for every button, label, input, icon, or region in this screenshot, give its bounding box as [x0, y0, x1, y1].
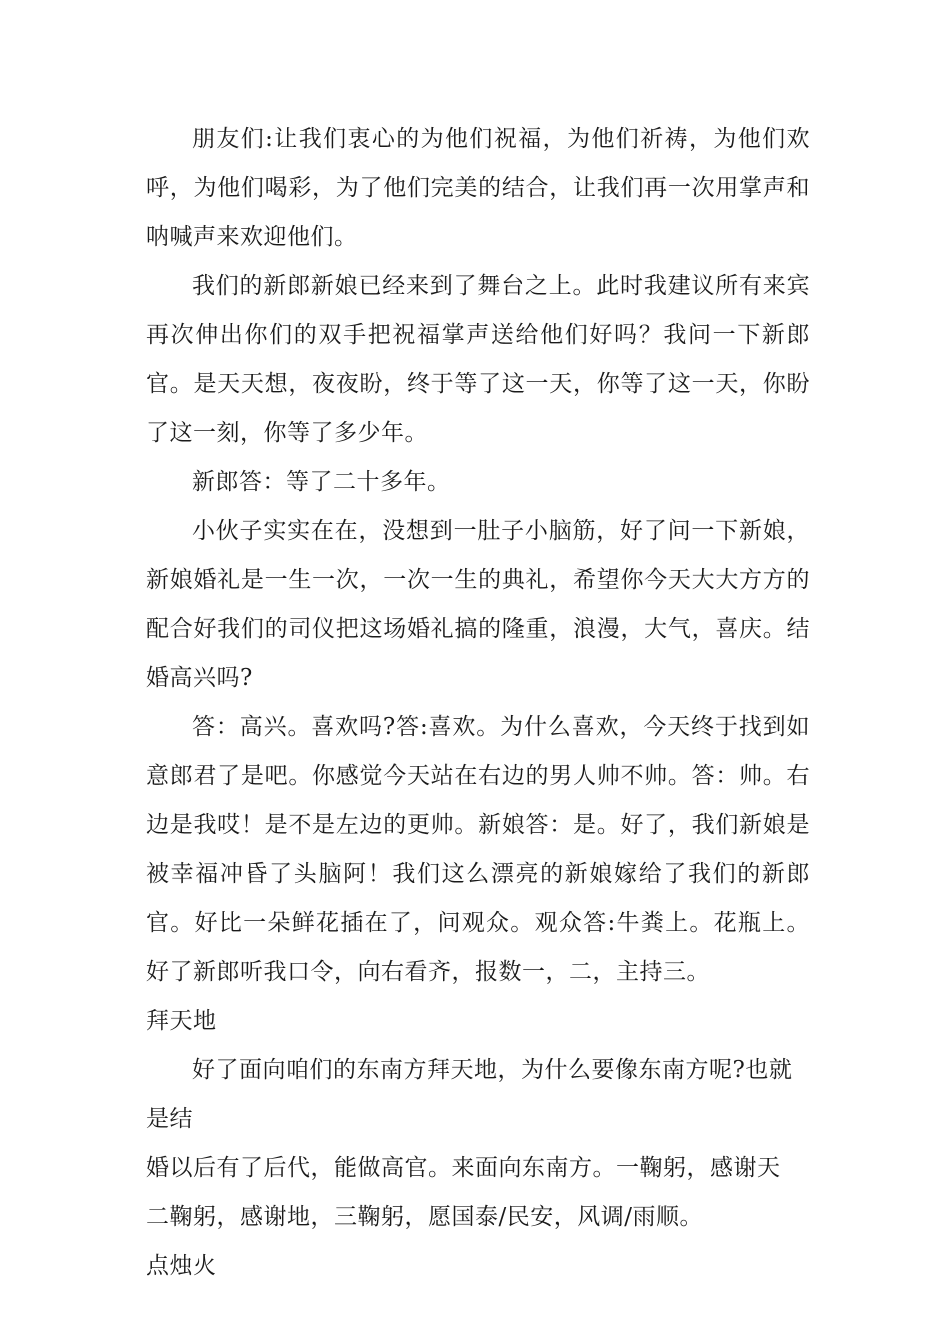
paragraph-groom-answer: 新郎答：等了二十多年。	[192, 469, 451, 495]
document-body	[146, 115, 810, 1291]
paragraph-bride-groom-on-stage: 我们的新郎新娘已经来到了舞台之上。此时我建议所有来宾再次伸出你们的双手把祝福掌声送给他们好吗？我问一下新郎官。是天天想，夜夜盼，终于等了这一天，你等了这一天，你盼了这一刻，你等了多少年。	[146, 273, 810, 446]
section-heading-bai-tian-di: 拜天地	[146, 1008, 217, 1034]
paragraph-bow-line-2: 婚以后有了后代，能做高官。来面向东南方。一鞠躬，感谢天	[146, 1155, 781, 1181]
paragraph-dialogue: 答：高兴。喜欢吗?答:喜欢。为什么喜欢，今天终于找到如意郎君了是吧。你感觉今天站在右边的男人帅不帅。答：帅。右边是我哎！是不是左边的更帅。新娘答：是。好了，我们新娘是被幸福冲昏了头脑阿！我们这么漂亮的新娘嫁给了我们的新郎官。好比一朵鲜花插在了，问观众。观众答:牛粪上。花瓶上。好了新郎听我口令，向右看齐，报数一，二，主持三。	[146, 714, 810, 985]
paragraph-friends-blessing: 朋友们:让我们衷心的为他们祝福，为他们祈祷，为他们欢呼，为他们喝彩，为了他们完美的结合，让我们再一次用掌声和呐喊声来欢迎他们。	[146, 126, 810, 250]
paragraph-bow-line-1: 好了面向咱们的东南方拜天地，为什么要像东南方呢?也就是结	[146, 1057, 793, 1132]
section-heading-dian-zhu-huo: 点烛火	[146, 1253, 217, 1279]
paragraph-bow-line-3: 二鞠躬，感谢地，三鞠躬，愿国泰/民安，风调/雨顺。	[146, 1204, 703, 1230]
paragraph-ask-bride: 小伙子实实在在，没想到一肚子小脑筋，好了问一下新娘，新娘婚礼是一生一次，一次一生的典礼，希望你今天大大方方的配合好我们的司仪把这场婚礼搞的隆重，浪漫，大气，喜庆。结婚高兴吗?	[146, 518, 810, 691]
